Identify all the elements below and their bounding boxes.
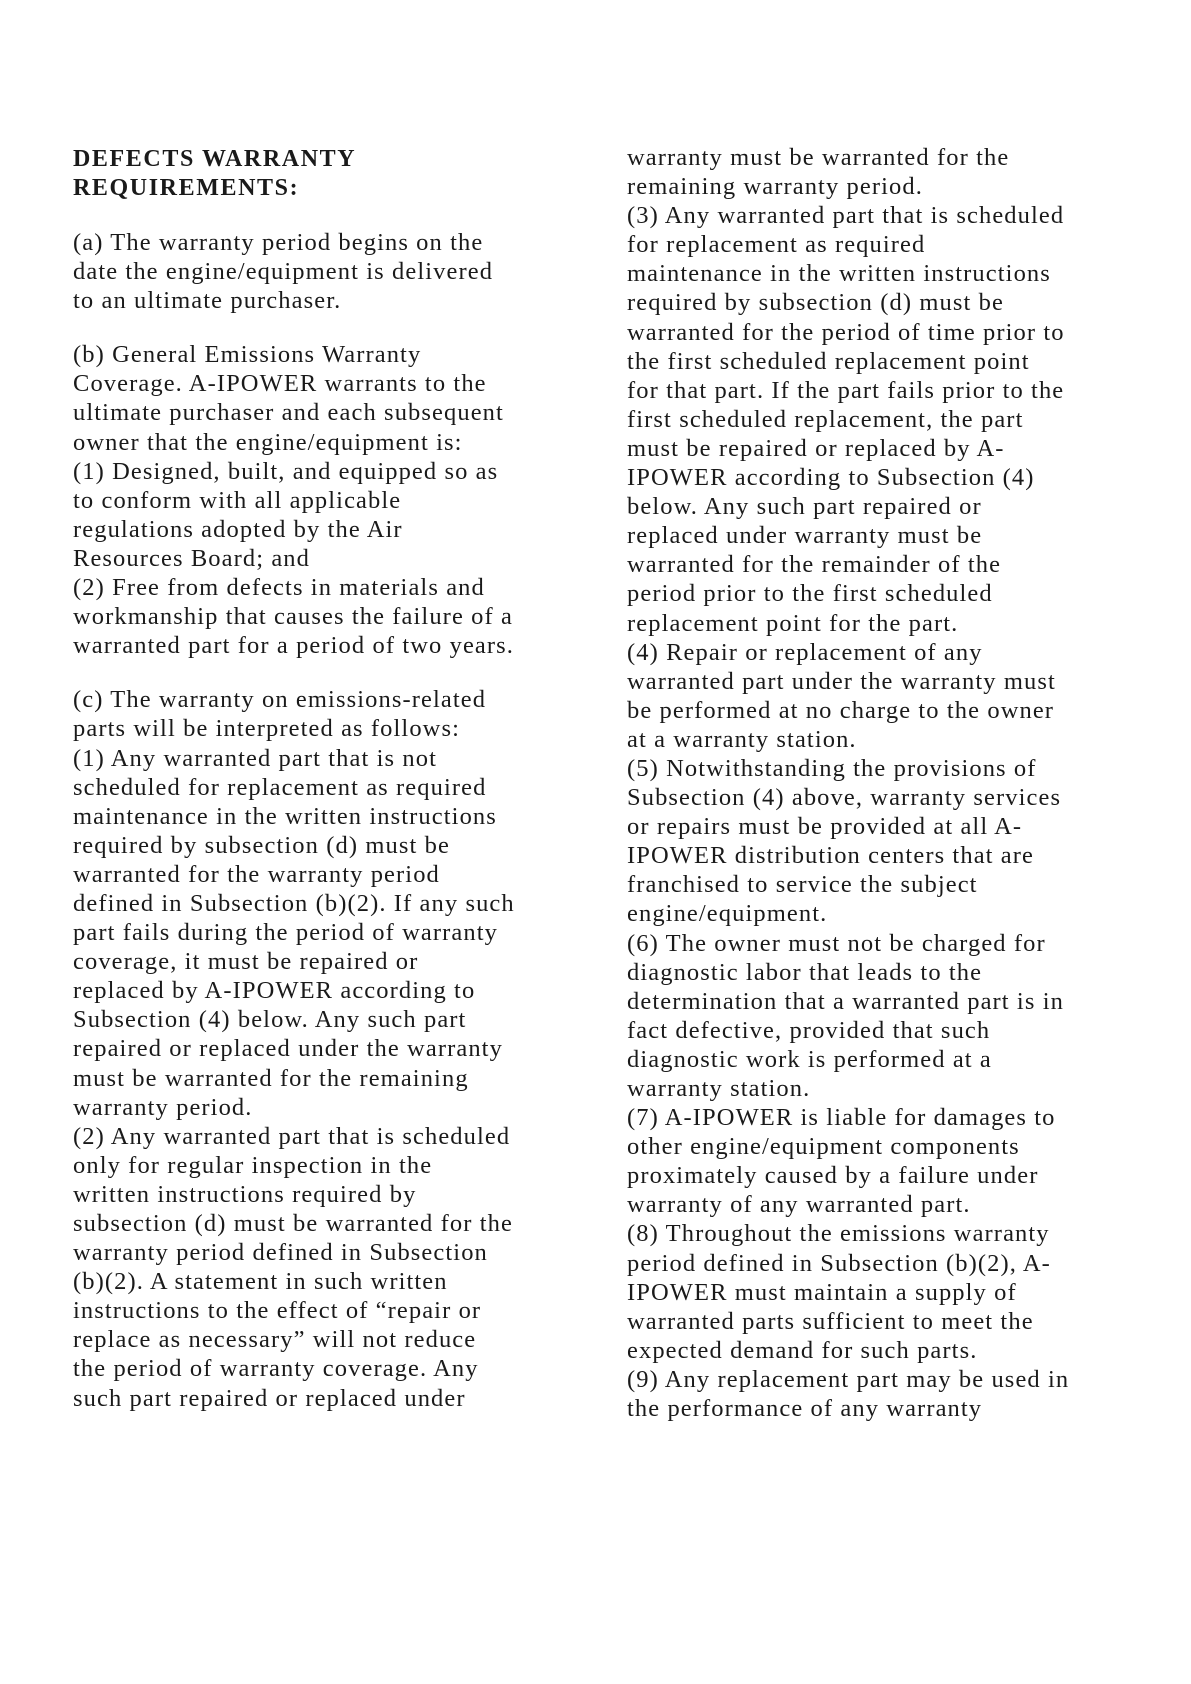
right-column [627,143,1069,1423]
text-line: replaced by A-IPOWER according to [73,977,476,1005]
text-line: date the engine/equipment is delivered [73,258,494,286]
text-line: first scheduled replacement, the part [627,405,1024,433]
text-line: expected demand for such parts. [627,1336,978,1364]
text-line: determination that a warranted part is in [627,987,1064,1015]
text-line: (b) General Emissions Warranty [73,341,422,369]
text-line: diagnostic labor that leads to the [627,958,983,986]
text-line: part fails during the period of warranty [73,919,498,947]
text-line: required by subsection (d) must be [73,831,450,859]
text-line: the first scheduled replacement point [627,347,1030,375]
text-line: warranted for the remainder of the [627,551,1002,579]
heading-line: DEFECTS WARRANTY [73,146,357,172]
text-line: at a warranty station. [627,725,857,753]
paragraph-gap [73,660,515,685]
text-line: Resources Board; and [73,544,310,572]
paragraph-gap [73,203,515,228]
text-line: subsection (d) must be warranted for the [73,1210,513,1237]
text-line: must be repaired or replaced by A- [627,434,1005,462]
text-line: IPOWER according to Subsection (4) [627,464,1035,492]
text-line: for replacement as required [627,231,926,259]
text-line: for that part. If the part fails prior to the [627,376,1065,404]
text-line: (b)(2). A statement in such written [73,1268,448,1296]
text-line: (2) Free from defects in materials and [73,574,485,602]
text-line: workmanship that causes the failure of a [73,603,513,631]
text-line: period defined in Subsection (b)(2), A- [627,1249,1051,1277]
text-line: proximately caused by a failure under [627,1162,1039,1190]
paragraph-gap [73,315,515,340]
text-line: other engine/equipment components [627,1133,1020,1161]
text-line: (c) The warranty on emissions-related [73,686,487,714]
text-line: or repairs must be provided at all A- [627,813,1023,841]
text-line: warranted part for a period of two years. [73,632,515,660]
text-line: ultimate purchaser and each subsequent [73,399,504,427]
text-line: such part repaired or replaced under [73,1384,466,1412]
text-line: below. Any such part repaired or [627,493,982,521]
text-line: maintenance in the written instructions [627,260,1051,288]
left-column [73,145,515,1413]
text-line: warranted for the period of time prior to [627,318,1065,346]
text-line: warranted part under the warranty must [627,667,1056,695]
text-line: engine/equipment. [627,900,828,928]
text-line: fact defective, provided that such [627,1016,991,1044]
text-line: (8) Throughout the emissions warranty [627,1220,1050,1248]
text-line: IPOWER distribution centers that are [627,842,1035,870]
text-line: warranty must be warranted for the [627,144,1010,171]
text-line: parts will be interpreted as follows: [73,715,461,743]
text-line: warranted for the warranty period [73,860,440,888]
text-line: franchised to service the subject [627,871,978,899]
text-line: scheduled for replacement as required [73,773,487,801]
text-line: defined in Subsection (b)(2). If any such [73,889,515,917]
text-line: warranty station. [627,1075,811,1102]
text-line: (9) Any replacement part may be used in [627,1365,1070,1393]
text-line: repaired or replaced under the warranty [73,1035,503,1063]
text-line: to conform with all applicable [73,486,402,514]
text-line: diagnostic work is performed at a [627,1045,992,1073]
text-line: warranty of any warranted part. [627,1191,971,1219]
text-line: (1) Any warranted part that is not [73,744,437,772]
text-line: owner that the engine/equipment is: [73,428,463,456]
text-line: (7) A-IPOWER is liable for damages to [627,1104,1056,1132]
text-line: only for regular inspection in the [73,1151,433,1179]
text-line: coverage, it must be repaired or [73,948,419,976]
text-line: IPOWER must maintain a supply of [627,1278,1017,1306]
text-line: instructions to the effect of “repair or [73,1297,482,1325]
text-line: the performance of any warranty [627,1395,983,1423]
heading-line: REQUIREMENTS: [73,175,300,201]
text-line: (4) Repair or replacement of any [627,638,983,666]
text-line: remaining warranty period. [627,173,923,201]
text-line: (a) The warranty period begins on the [73,229,484,256]
section-heading [73,145,515,203]
text-line: written instructions required by [73,1180,417,1208]
text-line: (2) Any warranted part that is scheduled [73,1122,511,1150]
text-line: to an ultimate purchaser. [73,287,342,315]
text-line: required by subsection (d) must be [627,289,1004,317]
text-line: Coverage. A-IPOWER warrants to the [73,370,487,398]
text-line: (1) Designed, built, and equipped so as [73,457,499,485]
text-line: warranted parts sufficient to meet the [627,1307,1034,1335]
text-line: maintenance in the written instructions [73,802,497,830]
text-line: be performed at no charge to the owner [627,696,1055,724]
text-line: (3) Any warranted part that is scheduled [627,202,1065,230]
text-line: regulations adopted by the Air [73,515,403,543]
text-line: the period of warranty coverage. Any [73,1355,479,1383]
text-line: replacement point for the part. [627,609,959,637]
text-line: Subsection (4) below. Any such part [73,1006,467,1034]
text-line: (5) Notwithstanding the provisions of [627,754,1037,782]
text-line: replace as necessary” will not reduce [73,1326,477,1354]
left-body-text [73,203,515,1413]
text-line: must be warranted for the remaining [73,1064,469,1092]
text-line: replaced under warranty must be [627,522,983,550]
text-line: warranty period defined in Subsection [73,1239,488,1267]
right-body-text [627,143,1069,1423]
text-line: warranty period. [73,1093,253,1121]
text-line: period prior to the first scheduled [627,580,993,608]
text-line: (6) The owner must not be charged for [627,929,1046,957]
text-line: Subsection (4) above, warranty services [627,784,1062,812]
